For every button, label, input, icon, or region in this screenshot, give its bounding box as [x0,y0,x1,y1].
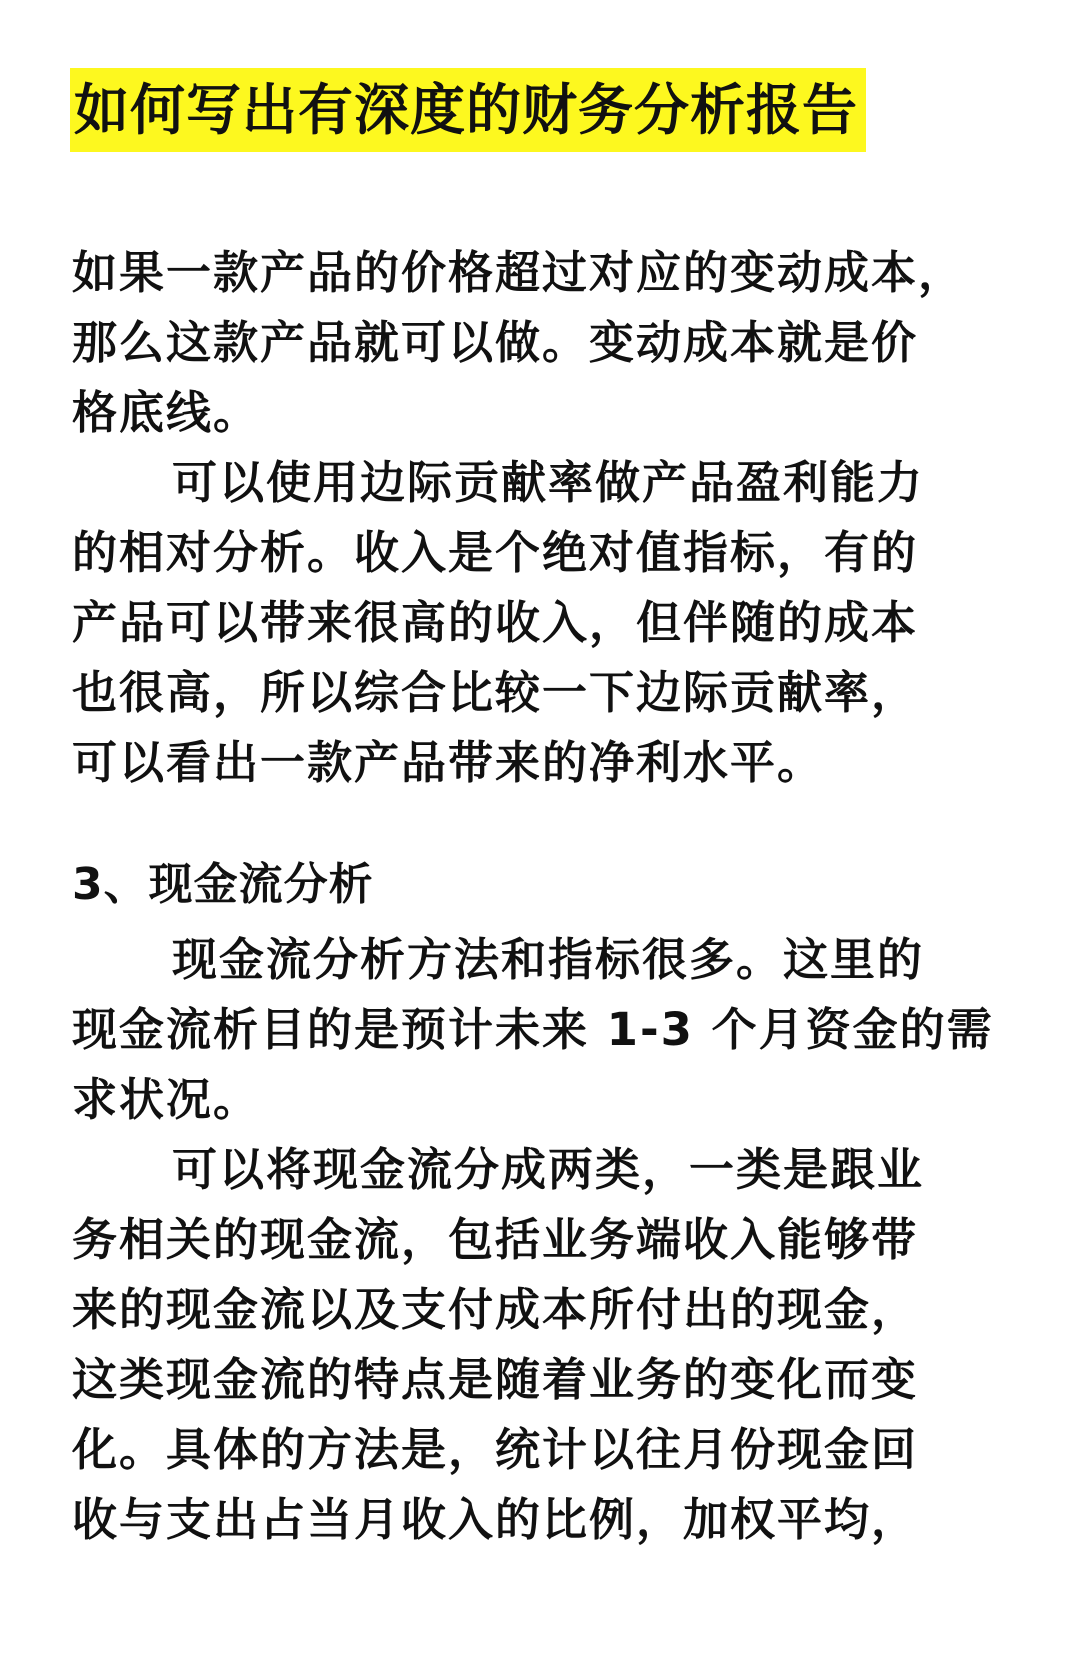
paragraph-3-line-3: 求状况。 [72,1073,261,1126]
paragraph-2-line-2: 的相对分析。收入是个绝对值指标，有的 [72,526,919,579]
paragraph-3-line-2: 现金流析目的是预计未来 1-3 个月资金的需 [72,1003,994,1056]
paragraph-4-line-3: 来的现金流以及支付成本所付出的现金， [72,1283,919,1336]
paragraph-2-line-4: 也很高，所以综合比较一下边际贡献率， [72,666,919,719]
paragraph-4-line-6: 收与支出占当月收入的比例，加权平均， [72,1493,919,1546]
paragraph-4-line-5: 化。具体的方法是，统计以往月份现金回 [72,1423,919,1476]
paragraph-1-line-1: 如果一款产品的价格超过对应的变动成本， [72,246,966,299]
paragraph-2-line-5: 可以看出一款产品带来的净利水平。 [72,736,825,789]
paragraph-2-line-3: 产品可以带来很高的收入，但伴随的成本 [72,596,919,649]
paragraph-4-line-1: 可以将现金流分成两类，一类是跟业 [172,1143,925,1196]
paragraph-3-line-1: 现金流分析方法和指标很多。这里的 [172,933,925,986]
paragraph-2-line-1: 可以使用边际贡献率做产品盈利能力 [172,456,925,509]
section-3-heading: 3、现金流分析 [72,859,374,910]
paragraph-4-line-2: 务相关的现金流，包括业务端收入能够带 [72,1213,919,1266]
paragraph-1-line-3: 格底线。 [72,386,261,439]
paragraph-1-line-2: 那么这款产品就可以做。变动成本就是价 [72,316,919,369]
paragraph-4-line-4: 这类现金流的特点是随着业务的变化而变 [72,1353,919,1406]
page-title: 如何写出有深度的财务分析报告 [70,68,866,152]
